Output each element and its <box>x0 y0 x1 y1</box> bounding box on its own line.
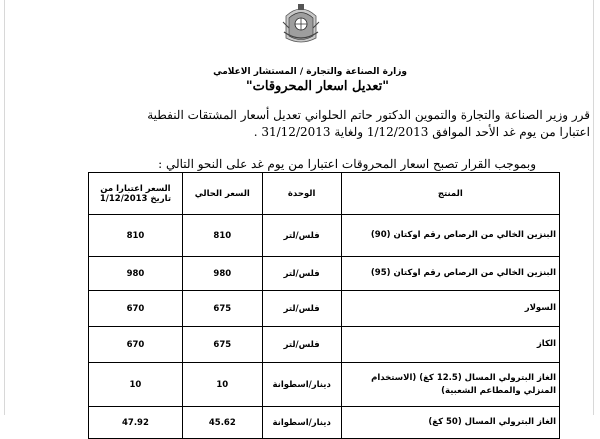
fuel-prices-table <box>88 172 560 439</box>
cell-product: البنزين الخالي من الرصاص رقم اوكتان (90) <box>341 215 559 257</box>
table-row <box>89 407 560 439</box>
cell-current-price: 980 <box>182 257 262 291</box>
cell-current-price: 810 <box>182 215 262 257</box>
header-product: المنتج <box>341 173 559 215</box>
table-row <box>89 291 560 327</box>
header-unit: الوحدة <box>262 173 341 215</box>
cell-product: البنزين الخالي من الرصاص رقم اوكتان (95) <box>341 257 559 291</box>
table-row <box>89 363 560 407</box>
table-row <box>89 215 560 257</box>
cell-current-price: 675 <box>182 291 262 327</box>
cell-product: الغاز البترولي المسال (12.5 كغ) (الاستخدام المنزلي والمطاعم الشعبية) <box>341 363 559 407</box>
cell-new-price: 10 <box>89 363 183 407</box>
cell-product: الكاز <box>341 327 559 363</box>
table-header-row <box>89 173 560 215</box>
ministry-name: وزارة الصناعة والتجارة / المستشار الاعلامي <box>213 67 407 77</box>
cell-current-price: 45.62 <box>182 407 262 439</box>
cell-unit: فلس/لتر <box>262 257 341 291</box>
header-current-price: السعر الحالي <box>182 173 262 215</box>
cell-unit: فلس/لتر <box>262 327 341 363</box>
cell-product: السولار <box>341 291 559 327</box>
cell-unit: دينار/اسطوانة <box>262 407 341 439</box>
table-row <box>89 327 560 363</box>
cell-unit: فلس/لتر <box>262 291 341 327</box>
cell-current-price: 10 <box>182 363 262 407</box>
paragraph-line-2: اعتبارا من يوم غد الأحد الموافق 1/12/2013 ولغاية 31/12/2013 . <box>253 125 590 139</box>
cell-product: الغاز البترولي المسال (50 كغ) <box>341 407 559 439</box>
document-title: "تعديل اسعار المحروقات" <box>245 79 389 94</box>
cell-new-price: 47.92 <box>89 407 183 439</box>
cell-new-price: 670 <box>89 291 183 327</box>
table-row <box>89 257 560 291</box>
table-intro: وبموجب القرار تصبح اسعار المحروقات اعتبارا من يوم غد على النحو التالي : <box>158 157 536 171</box>
decision-paragraph <box>30 107 590 141</box>
header-new-price: السعر اعتبارا من تاريخ 1/12/2013 <box>89 173 183 215</box>
paragraph-line-1: قرر وزير الصناعة والتجارة والتموين الدكتور حاتم الحلواني تعديل أسعار المشتقات النفطية <box>147 108 590 122</box>
cell-new-price: 980 <box>89 257 183 291</box>
cell-unit: دينار/اسطوانة <box>262 363 341 407</box>
cell-current-price: 675 <box>182 327 262 363</box>
cell-new-price: 810 <box>89 215 183 257</box>
cell-unit: فلس/لتر <box>262 215 341 257</box>
cell-new-price: 670 <box>89 327 183 363</box>
jordan-coat-of-arms-icon <box>281 2 321 44</box>
